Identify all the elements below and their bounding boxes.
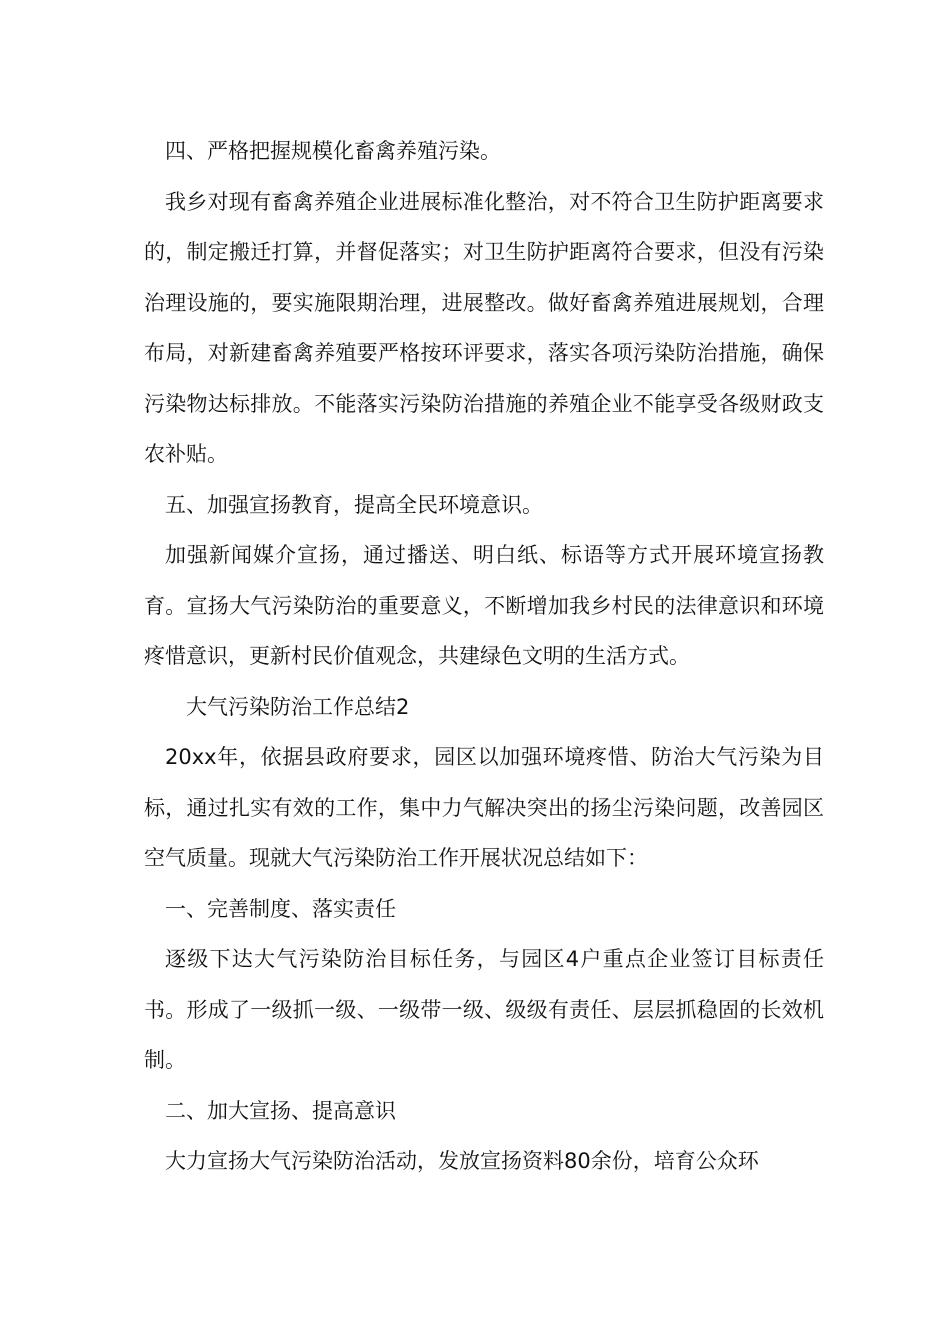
section-heading: 二、加大宣扬、提高意识 bbox=[165, 1098, 396, 1123]
body-paragraph: 加强新闻媒介宣扬，通过播送、明白纸、标语等方式开展环境宣扬教育。宣扬大气污染防治的重要意义，不断增加我乡村民的法律意识和环境疼惜意识，更新村民价值观念，共建绿色文明的生活方式。 bbox=[144, 543, 824, 668]
document-title: 大气污染防治工作总结2 bbox=[186, 694, 410, 719]
body-paragraph: 20xx年，依据县政府要求，园区以加强环境疼惜、防治大气污染为目标，通过扎实有效的工作，集中力气解决突出的扬尘污染问题，改善园区空气质量。现就大气污染防治工作开展状况总结如下： bbox=[144, 745, 824, 870]
section-heading: 四、严格把握规模化畜禽养殖污染。 bbox=[165, 139, 501, 163]
document-body bbox=[144, 126, 824, 1187]
body-paragraph: 大力宣扬大气污染防治活动，发放宣扬资料80余份，培育公众环 bbox=[165, 1149, 759, 1173]
body-paragraph: 我乡对现有畜禽养殖企业进展标准化整治，对不符合卫生防护距离要求的，制定搬迁打算，并督促落实；对卫生防护距离符合要求，但没有污染治理设施的，要实施限期治理，进展整改。做好畜禽养殖进展规划，合理布局，对新建畜禽养殖要严格按环评要求，落实各项污染防治措施，确保污染物达标排放。不能落实污染防治措施的养殖企业不能享受各级财政支农补贴。 bbox=[144, 189, 824, 466]
section-heading: 五、加强宣扬教育，提高全民环境意识。 bbox=[165, 492, 543, 517]
body-paragraph: 逐级下达大气污染防治目标任务，与园区4户重点企业签订目标责任书。形成了一级抓一级、一级带一级、级级有责任、层层抓稳固的长效机制。 bbox=[144, 947, 824, 1072]
section-heading: 一、完善制度、落实责任 bbox=[165, 896, 396, 921]
